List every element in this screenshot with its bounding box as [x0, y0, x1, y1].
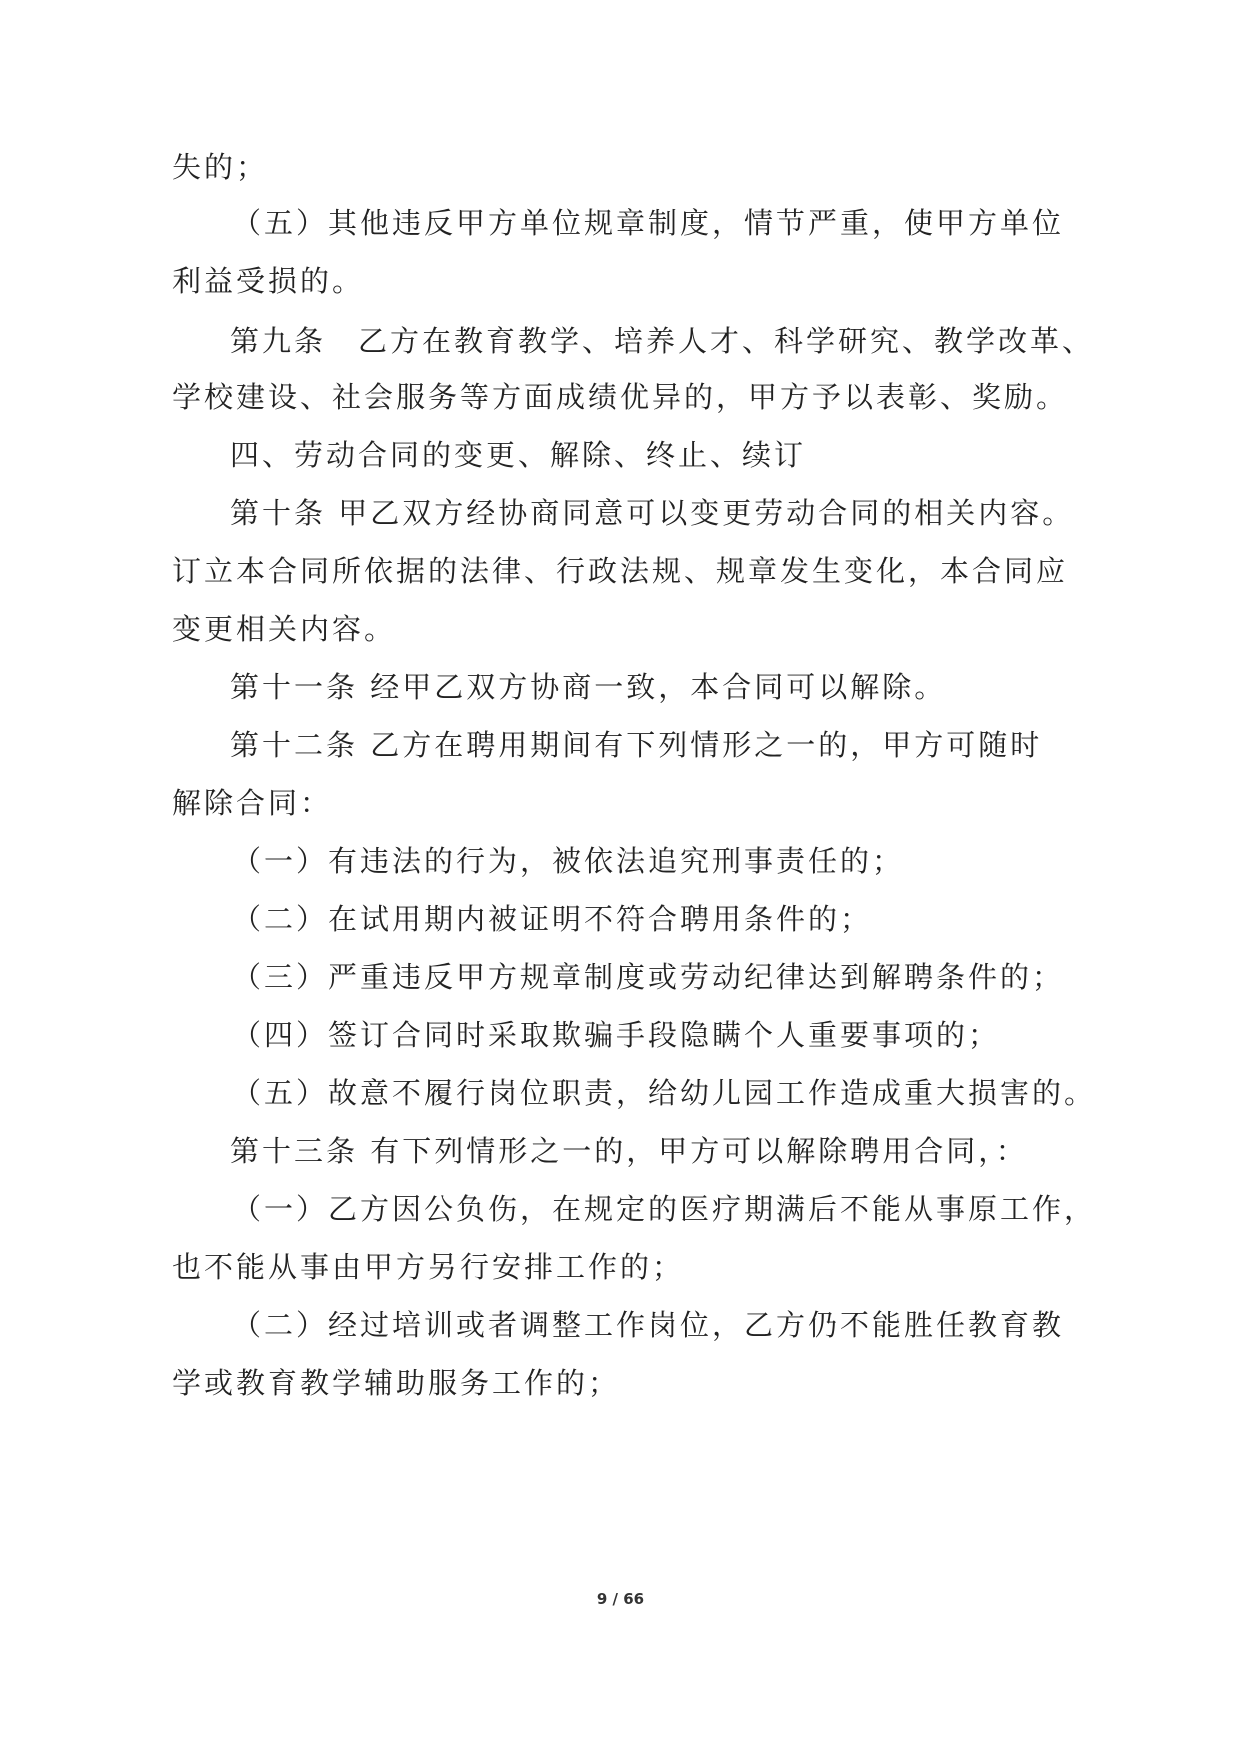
- text-line: 第十二条 乙方在聘用期间有下列情形之一的，甲方可随时: [230, 728, 1043, 762]
- text-line: 第十三条 有下列情形之一的，甲方可以解除聘用合同，：: [230, 1134, 1028, 1168]
- text-line: （五）其他违反甲方单位规章制度，情节严重，使甲方单位: [232, 206, 1065, 240]
- list-item: （四）签订合同时采取欺骗手段隐瞒个人重要事项的；: [232, 1018, 1001, 1052]
- list-item: （三）严重违反甲方规章制度或劳动纪律达到解聘条件的；: [232, 960, 1065, 994]
- section-heading: 四、劳动合同的变更、解除、终止、续订: [230, 438, 807, 472]
- list-item: （五）故意不履行岗位职责，给幼儿园工作造成重大损害的。: [232, 1076, 1097, 1110]
- text-line: 学或教育教学辅助服务工作的；: [172, 1366, 621, 1400]
- text-line: 变更相关内容。: [172, 612, 397, 646]
- text-line: 第九条 乙方在教育教学、培养人才、科学研究、教学改革、: [230, 324, 1095, 358]
- text-line: 解除合同：: [172, 786, 333, 820]
- page-number: 9 / 66: [596, 1590, 645, 1608]
- text-line: 失的；: [172, 150, 269, 184]
- list-item: （一）有违法的行为，被依法追究刑事责任的；: [232, 844, 905, 878]
- text-line: 第十一条 经甲乙双方协商一致，本合同可以解除。: [230, 670, 947, 704]
- text-line: 利益受损的。: [172, 264, 365, 298]
- list-item: （二）在试用期内被证明不符合聘用条件的；: [232, 902, 873, 936]
- text-line: 订立本合同所依据的法律、行政法规、规章发生变化，本合同应: [172, 554, 1069, 588]
- list-item: （二）经过培训或者调整工作岗位，乙方仍不能胜任教育教: [232, 1308, 1065, 1342]
- text-line: 第十条 甲乙双方经协商同意可以变更劳动合同的相关内容。: [230, 496, 1075, 530]
- list-item: （一）乙方因公负伤，在规定的医疗期满后不能从事原工作，: [232, 1192, 1097, 1226]
- text-line: 学校建设、社会服务等方面成绩优异的，甲方予以表彰、奖励。: [172, 380, 1069, 414]
- text-line: 也不能从事由甲方另行安排工作的；: [172, 1250, 685, 1284]
